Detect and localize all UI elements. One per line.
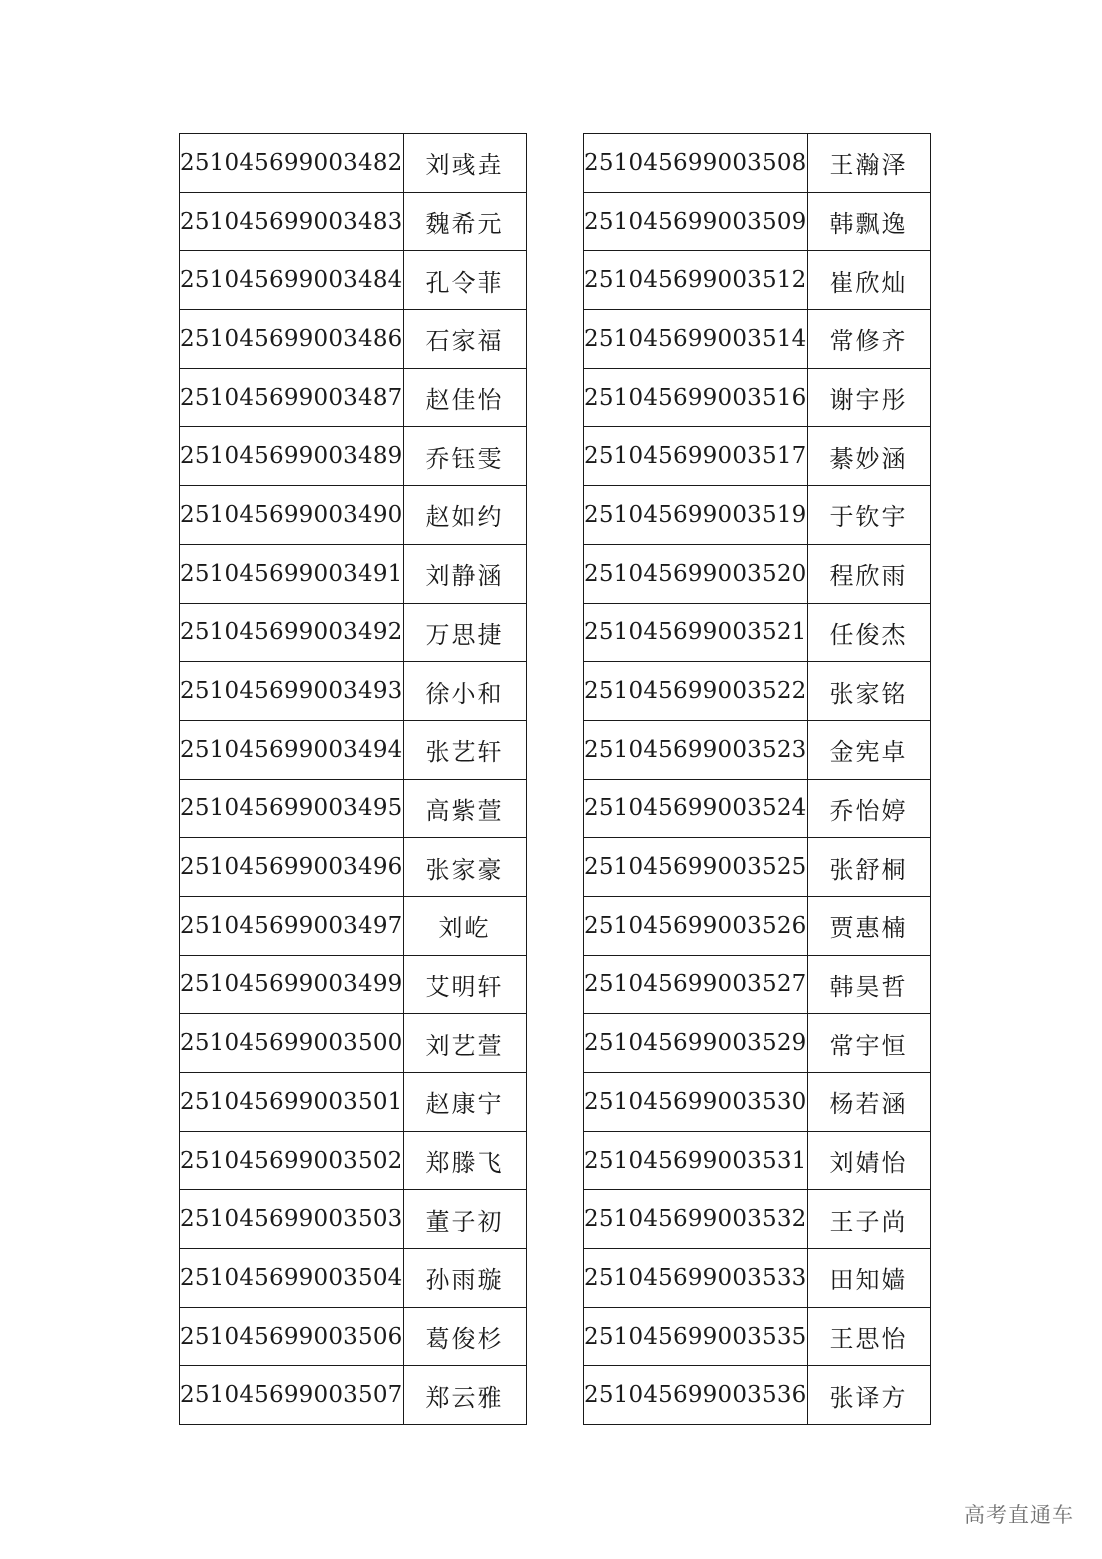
candidate-name-cell: 韩昊哲 [807,955,930,1014]
table-row [584,544,931,603]
table-row [180,603,527,662]
candidate-name-cell: 綦妙涵 [807,427,930,486]
candidate-name-cell: 郑滕飞 [403,1131,526,1190]
table-row [180,134,527,193]
candidate-id-cell: 251045699003495 [180,779,404,838]
candidate-name-cell: 崔欣灿 [807,251,930,310]
table-row [584,1249,931,1308]
watermark-text: 高考直通车 [964,1503,1074,1527]
candidate-id-cell: 251045699003512 [584,251,808,310]
candidate-id-cell: 251045699003497 [180,896,404,955]
table-row [584,1190,931,1249]
candidate-name-cell: 韩飘逸 [807,192,930,251]
table-row [584,662,931,721]
table-row [180,1131,527,1190]
candidate-name-cell: 魏希元 [403,192,526,251]
table-row [180,310,527,369]
table-row [180,486,527,545]
table-row [584,896,931,955]
table-row [584,1073,931,1132]
candidate-name-cell: 刘艺萱 [403,1014,526,1073]
candidate-id-cell: 251045699003517 [584,427,808,486]
candidate-name-cell: 任俊杰 [807,603,930,662]
candidate-name-cell: 张家铭 [807,662,930,721]
candidate-name-cell: 高紫萱 [403,779,526,838]
candidate-name-cell: 张舒桐 [807,838,930,897]
candidate-name-cell: 田知嫱 [807,1249,930,1308]
candidate-name-cell: 刘婧怡 [807,1131,930,1190]
candidate-name-cell: 金宪卓 [807,720,930,779]
candidate-id-cell: 251045699003493 [180,662,404,721]
candidate-id-cell: 251045699003490 [180,486,404,545]
candidate-name-cell: 张家豪 [403,838,526,897]
candidate-name-cell: 程欣雨 [807,544,930,603]
candidate-name-cell: 刘彧垚 [403,134,526,193]
table-row [180,251,527,310]
table-row [584,251,931,310]
candidate-name-cell: 谢宇彤 [807,368,930,427]
candidate-name-cell: 葛俊杉 [403,1307,526,1366]
candidate-name-cell: 刘静涵 [403,544,526,603]
table-row [584,1131,931,1190]
table-row [180,955,527,1014]
candidate-name-cell: 杨若涵 [807,1073,930,1132]
table-row [584,310,931,369]
table-row [180,662,527,721]
table-row [584,603,931,662]
candidate-id-cell: 251045699003487 [180,368,404,427]
candidate-id-cell: 251045699003500 [180,1014,404,1073]
candidate-name-cell: 王瀚泽 [807,134,930,193]
candidate-name-cell: 常修齐 [807,310,930,369]
candidate-id-cell: 251045699003524 [584,779,808,838]
candidate-id-cell: 251045699003494 [180,720,404,779]
candidate-name-cell: 乔怡婷 [807,779,930,838]
candidate-id-cell: 251045699003504 [180,1249,404,1308]
candidate-name-cell: 石家福 [403,310,526,369]
table-row [180,779,527,838]
candidate-id-cell: 251045699003507 [180,1366,404,1425]
table-row [584,1307,931,1366]
candidate-name-cell: 赵佳怡 [403,368,526,427]
candidate-id-cell: 251045699003508 [584,134,808,193]
table-row [180,838,527,897]
candidate-id-cell: 251045699003486 [180,310,404,369]
candidate-id-cell: 251045699003533 [584,1249,808,1308]
candidate-id-cell: 251045699003516 [584,368,808,427]
candidate-name-cell: 张艺轩 [403,720,526,779]
candidate-name-cell: 于钦宇 [807,486,930,545]
candidate-id-cell: 251045699003525 [584,838,808,897]
table-row [180,1249,527,1308]
table-row [180,720,527,779]
candidate-id-cell: 251045699003530 [584,1073,808,1132]
roster-table-right [583,133,931,1425]
candidate-name-cell: 赵康宁 [403,1073,526,1132]
candidate-id-cell: 251045699003529 [584,1014,808,1073]
table-row [180,1190,527,1249]
table-row [584,838,931,897]
candidate-name-cell: 郑云雅 [403,1366,526,1425]
candidate-name-cell: 乔钰雯 [403,427,526,486]
candidate-name-cell: 贾惠楠 [807,896,930,955]
table-row [180,544,527,603]
table-row [584,486,931,545]
table-row [584,779,931,838]
candidate-name-cell: 艾明轩 [403,955,526,1014]
candidate-id-cell: 251045699003496 [180,838,404,897]
table-row [584,192,931,251]
candidate-name-cell: 王思怡 [807,1307,930,1366]
table-row [584,720,931,779]
candidate-id-cell: 251045699003520 [584,544,808,603]
candidate-name-cell: 赵如约 [403,486,526,545]
candidate-id-cell: 251045699003526 [584,896,808,955]
candidate-id-cell: 251045699003521 [584,603,808,662]
table-row [180,192,527,251]
candidate-name-cell: 万思捷 [403,603,526,662]
table-row [180,896,527,955]
candidate-id-cell: 251045699003492 [180,603,404,662]
table-row [180,1073,527,1132]
candidate-name-cell: 张译方 [807,1366,930,1425]
candidate-name-cell: 刘屹 [403,896,526,955]
candidate-id-cell: 251045699003514 [584,310,808,369]
candidate-id-cell: 251045699003483 [180,192,404,251]
table-row [584,427,931,486]
candidate-id-cell: 251045699003503 [180,1190,404,1249]
candidate-id-cell: 251045699003531 [584,1131,808,1190]
candidate-name-cell: 王子尚 [807,1190,930,1249]
candidate-id-cell: 251045699003509 [584,192,808,251]
table-row [584,1366,931,1425]
table-row [584,1014,931,1073]
candidate-id-cell: 251045699003482 [180,134,404,193]
candidate-id-cell: 251045699003536 [584,1366,808,1425]
candidate-id-cell: 251045699003484 [180,251,404,310]
candidate-id-cell: 251045699003502 [180,1131,404,1190]
candidate-id-cell: 251045699003499 [180,955,404,1014]
candidate-id-cell: 251045699003491 [180,544,404,603]
table-row [180,1307,527,1366]
candidate-id-cell: 251045699003506 [180,1307,404,1366]
table-row [180,1366,527,1425]
table-row [180,368,527,427]
candidate-name-cell: 常宇恒 [807,1014,930,1073]
table-row [584,955,931,1014]
candidate-id-cell: 251045699003527 [584,955,808,1014]
candidate-name-cell: 孙雨璇 [403,1249,526,1308]
table-row [180,427,527,486]
table-row [584,368,931,427]
roster-table-left [179,133,527,1425]
candidate-id-cell: 251045699003519 [584,486,808,545]
candidate-id-cell: 251045699003522 [584,662,808,721]
table-row [180,1014,527,1073]
table-row [584,134,931,193]
candidate-name-cell: 徐小和 [403,662,526,721]
candidate-id-cell: 251045699003489 [180,427,404,486]
candidate-name-cell: 董子初 [403,1190,526,1249]
candidate-name-cell: 孔令菲 [403,251,526,310]
candidate-id-cell: 251045699003532 [584,1190,808,1249]
candidate-id-cell: 251045699003523 [584,720,808,779]
candidate-id-cell: 251045699003535 [584,1307,808,1366]
candidate-id-cell: 251045699003501 [180,1073,404,1132]
